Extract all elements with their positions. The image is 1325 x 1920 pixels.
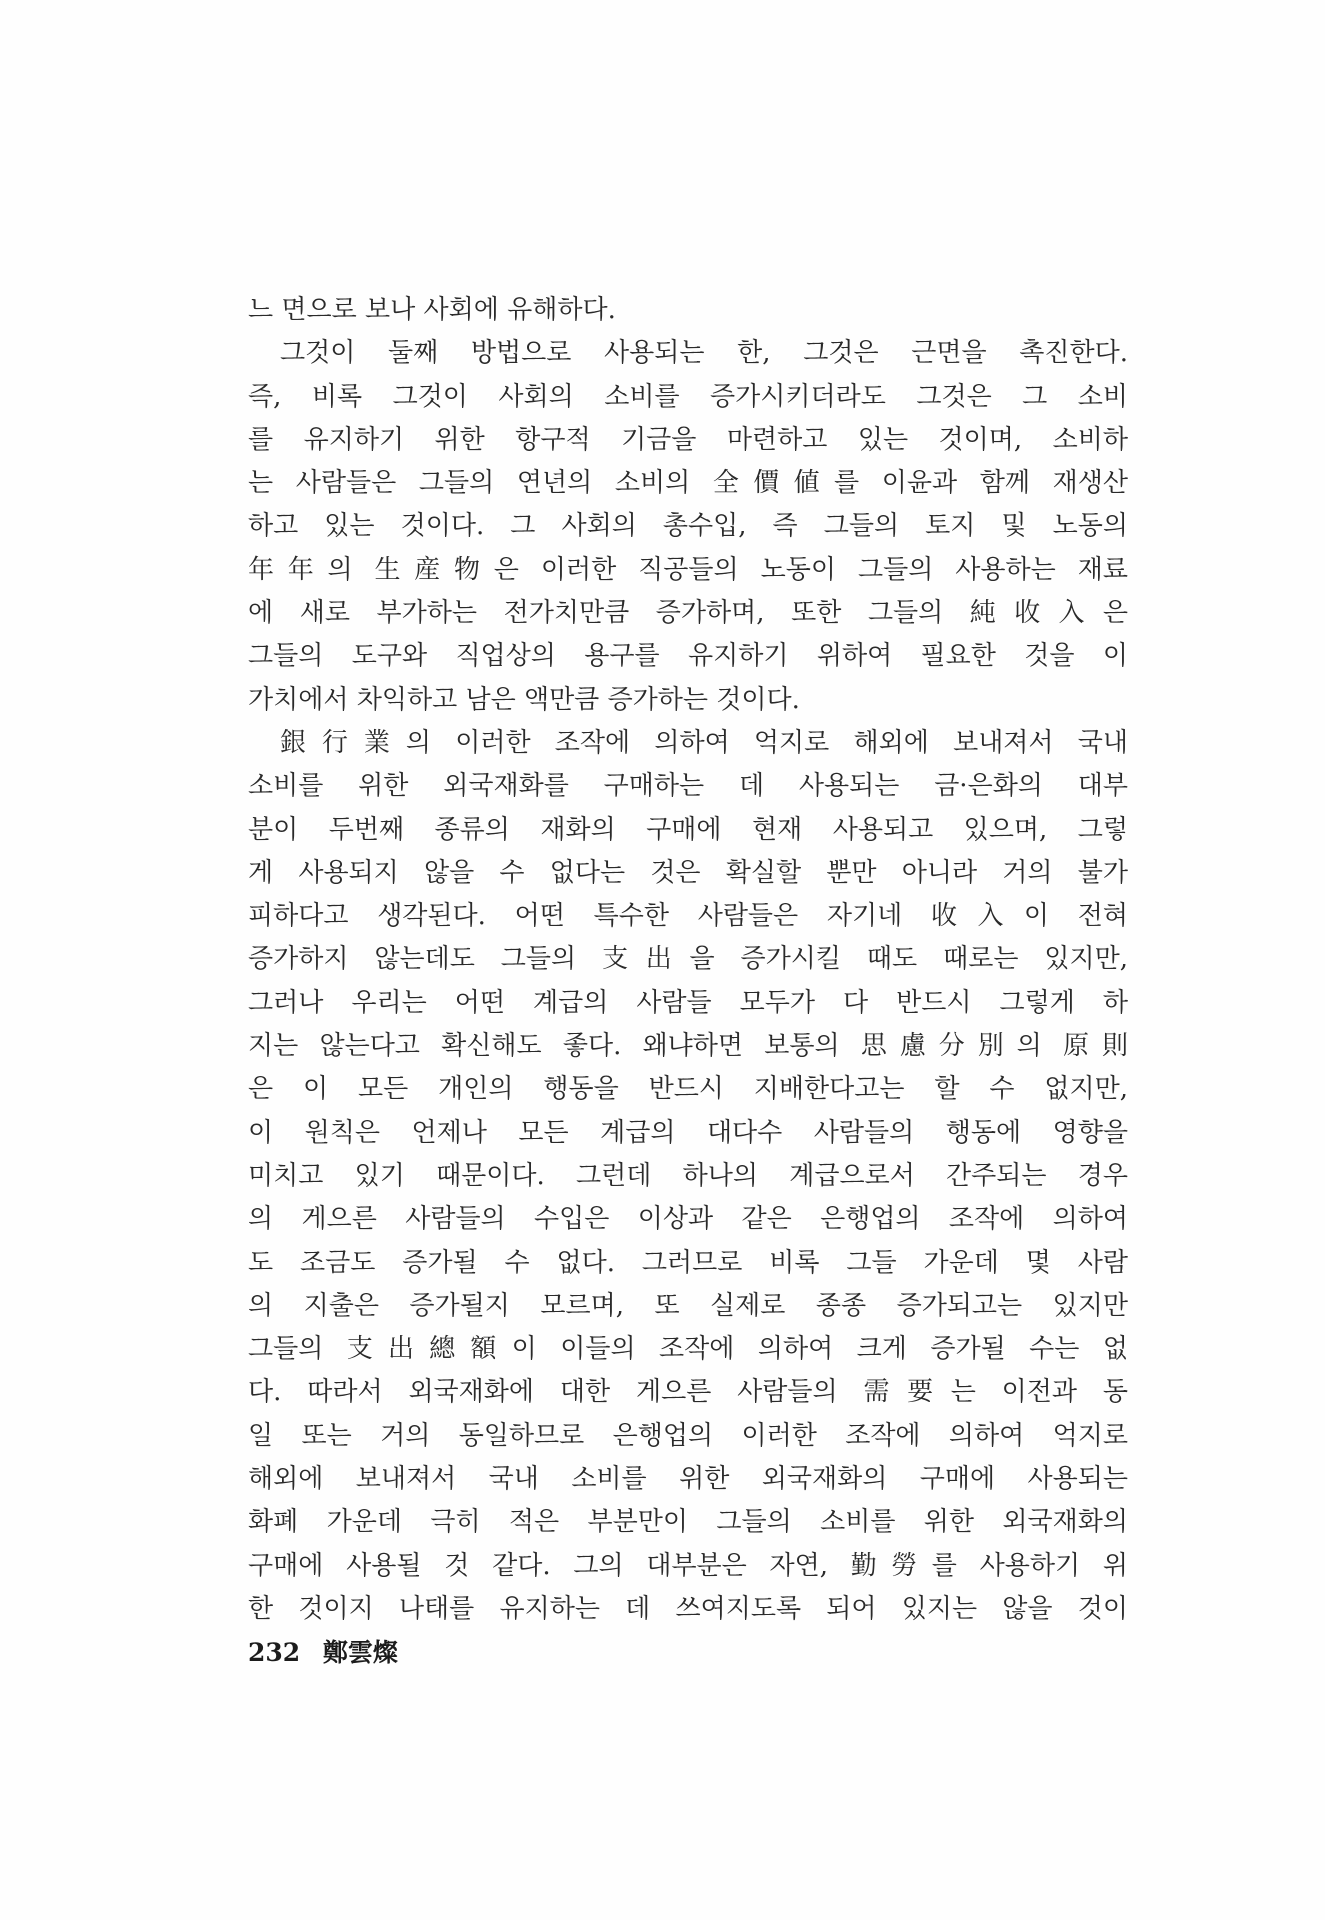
text-line: 한 것이지 나태를 유지하는 데 쓰여지도록 되어 있지는 않을 것이 (248, 1593, 1128, 1624)
text-line: 해외에 보내져서 국내 소비를 위한 외국재화의 구매에 사용되는 (248, 1464, 1128, 1495)
text-line: 은 이 모든 개인의 행동을 반드시 지배한다고는 할 수 없지만, (248, 1074, 1128, 1105)
text-line: 는 사람들은 그들의 연년의 소비의 全價値를 이윤과 함께 재생산 (248, 468, 1128, 499)
text-line: 그러나 우리는 어떤 계급의 사람들 모두가 다 반드시 그렇게 하 (248, 987, 1128, 1018)
text-line: 일 또는 거의 동일하므로 은행업의 이러한 조작에 의하여 억지로 (248, 1420, 1128, 1451)
text-line: 분이 두번째 종류의 재화의 구매에 현재 사용되고 있으며, 그렇 (248, 814, 1128, 845)
text-line: 즉, 비록 그것이 사회의 소비를 증가시키더라도 그것은 그 소비 (248, 381, 1128, 412)
text-line: 그것이 둘째 방법으로 사용되는 한, 그것은 근면을 촉진한다. (280, 338, 1128, 369)
text-line: 年年의 生産物은 이러한 직공들의 노동이 그들의 사용하는 재료 (248, 554, 1128, 585)
text-line: 하고 있는 것이다. 그 사회의 총수입, 즉 그들의 토지 및 노동의 (248, 511, 1128, 542)
text-line: 피하다고 생각된다. 어떤 특수한 사람들은 자기네 收入이 전혀 (248, 901, 1128, 932)
text-line: 도 조금도 증가될 수 없다. 그러므로 비록 그들 가운데 몇 사람 (248, 1247, 1128, 1278)
text-line: 이 원칙은 언제나 모든 계급의 대다수 사람들의 행동에 영향을 (248, 1117, 1128, 1148)
text-line: 화폐 가운데 극히 적은 부분만이 그들의 소비를 위한 외국재화의 (248, 1507, 1128, 1538)
text-line: 가치에서 차익하고 남은 액만큼 증가하는 것이다. (248, 684, 800, 715)
text-line: 구매에 사용될 것 같다. 그의 대부분은 자연, 勤勞를 사용하기 위 (248, 1550, 1128, 1581)
text-line: 다. 따라서 외국재화에 대한 게으른 사람들의 需要는 이전과 동 (248, 1377, 1128, 1408)
text-line: 증가하지 않는데도 그들의 支出을 증가시킬 때도 때로는 있지만, (248, 944, 1128, 975)
text-line: 미치고 있기 때문이다. 그런데 하나의 계급으로서 간주되는 경우 (248, 1160, 1128, 1191)
page-footer (248, 1633, 398, 1669)
text-line: 의 게으른 사람들의 수입은 이상과 같은 은행업의 조작에 의하여 (248, 1204, 1128, 1235)
text-line: 소비를 위한 외국재화를 구매하는 데 사용되는 금·은화의 대부 (248, 771, 1128, 802)
text-line: 에 새로 부가하는 전가치만큼 증가하며, 또한 그들의 純收入은 (248, 598, 1128, 629)
text-line: 를 유지하기 위한 항구적 기금을 마련하고 있는 것이며, 소비하 (248, 424, 1128, 455)
text-line: 의 지출은 증가될지 모르며, 또 실제로 종종 증가되고는 있지만 (248, 1290, 1128, 1321)
text-line: 지는 않는다고 확신해도 좋다. 왜냐하면 보통의 思慮分別의 原則 (248, 1031, 1128, 1062)
text-line: 그들의 도구와 직업상의 용구를 유지하기 위하여 필요한 것을 이 (248, 641, 1128, 672)
author-name: 鄭雲燦 (322, 1638, 398, 1667)
body-text (248, 289, 1128, 1631)
page-number: 232 (248, 1638, 301, 1667)
text-line: 그들의 支出總額이 이들의 조작에 의하여 크게 증가될 수는 없 (248, 1334, 1128, 1365)
text-line: 느 면으로 보나 사회에 유해하다. (248, 295, 616, 325)
text-line: 게 사용되지 않을 수 없다는 것은 확실할 뿐만 아니라 거의 불가 (248, 857, 1128, 888)
text-line: 銀行業의 이러한 조작에 의하여 억지로 해외에 보내져서 국내 (280, 727, 1128, 758)
